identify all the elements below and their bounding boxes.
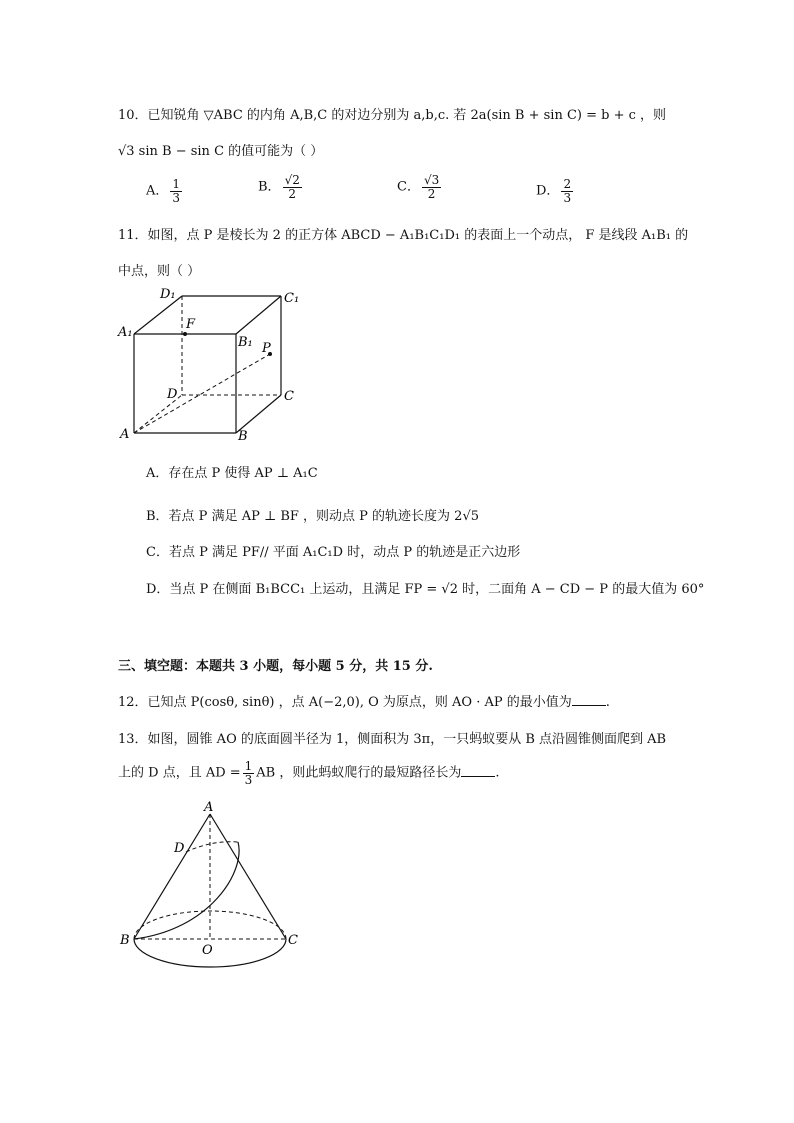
- q10-option-a: [146, 178, 184, 204]
- label-c1: C₁: [284, 291, 300, 306]
- cone-figure: [114, 800, 314, 980]
- q10-option-b-fraction: $\frac{√2}{2}$: [284, 173, 300, 201]
- q10-option-c-fraction: $\frac{√3}{2}$: [423, 173, 440, 201]
- q12-end: .: [605, 695, 610, 710]
- q13-text-a: 上的 D 点，且 AD =: [118, 765, 241, 781]
- ant-path: [134, 842, 239, 939]
- q13-end: .: [495, 765, 500, 781]
- q10-option-a-label: A．: [146, 183, 169, 199]
- q10-option-d-fraction: $\frac{2}{3}$: [563, 177, 572, 205]
- q10-option-c-label: C．: [397, 179, 420, 195]
- q11-option-a: A．存在点 P 使得 AP ⊥ A₁C: [146, 466, 318, 481]
- q13-text-b: AB ，则此蚂蚁爬行的最短路径长为: [256, 765, 462, 781]
- label-a: A: [204, 800, 214, 815]
- q10-option-b: [258, 174, 304, 200]
- q11-option-c: C．若点 P 满足 PF// 平面 A₁C₁D 时，动点 P 的轨迹是正六边形: [146, 545, 521, 560]
- label-p: P: [262, 341, 271, 356]
- cone-slant-ac: [210, 814, 286, 939]
- point-f: [183, 332, 187, 336]
- q13-stem-line1: 13．如图，圆锥 AO 的底面圆半径为 1，侧面积为 3π，一只蚂蚁要从 B 点沿圆锥侧面爬到 AB: [118, 732, 667, 747]
- label-d1: D₁: [160, 287, 176, 302]
- q11-stem-line1: 11．如图，点 P 是棱长为 2 的正方体 ABCD − A₁B₁C₁D₁ 的表面上一个动点， F 是线段 A₁B₁ 的: [118, 228, 689, 243]
- label-a1: A₁: [118, 325, 133, 340]
- section-3-heading: 三、填空题：本题共 3 小题，每小题 5 分，共 15 分.: [118, 659, 433, 674]
- q10-stem-line1: 10．已知锐角 ▽ABC 的内角 A,B,C 的对边分别为 a,b,c. 若 2a(sin B + sin C) = b + c ，则: [118, 108, 667, 123]
- q11-option-b: B．若点 P 满足 AP ⊥ BF ，则动点 P 的轨迹长度为 2√5: [146, 509, 479, 524]
- q10-option-a-fraction: $\frac{1}{3}$: [172, 177, 181, 205]
- cone-slant-ab: [134, 814, 210, 939]
- q13-answer-blank: [461, 764, 495, 777]
- label-o: O: [202, 943, 213, 958]
- cube-figure: [112, 286, 312, 446]
- q13-fraction: $\frac{1}{3}$: [244, 759, 253, 787]
- label-c: C: [284, 389, 294, 404]
- q10-option-c: [397, 174, 443, 200]
- label-f: F: [186, 317, 196, 332]
- q11-stem-line2: 中点，则（ ）: [118, 264, 201, 279]
- label-b: B: [120, 933, 130, 948]
- q10-option-d-label: D．: [536, 183, 560, 199]
- q12-stem: [118, 691, 610, 710]
- label-b1: B₁: [238, 335, 253, 350]
- q10-option-d: [536, 178, 575, 204]
- q12-answer-blank: [572, 693, 606, 706]
- label-b: B: [238, 429, 248, 444]
- label-c: C: [288, 933, 298, 948]
- cube-edge-b1c1: [236, 296, 281, 334]
- q10-option-b-label: B．: [258, 179, 281, 195]
- label-d: D: [174, 841, 185, 856]
- label-a: A: [120, 427, 130, 442]
- q12-text: 12．已知点 P(cosθ, sinθ) ，点 A(−2,0), O 为原点，则 AO · AP 的最小值为: [118, 695, 572, 710]
- q13-stem-line2: [118, 760, 500, 786]
- cube-edge-bc: [236, 395, 281, 433]
- q10-stem-line2: √3 sin B − sin C 的值可能为（ ）: [118, 144, 324, 159]
- q11-option-d: D．当点 P 在侧面 B₁BCC₁ 上运动，且满足 FP = √2 时，二面角 A − CD − P 的最大值为 60°: [146, 582, 705, 597]
- label-d: D: [167, 387, 178, 402]
